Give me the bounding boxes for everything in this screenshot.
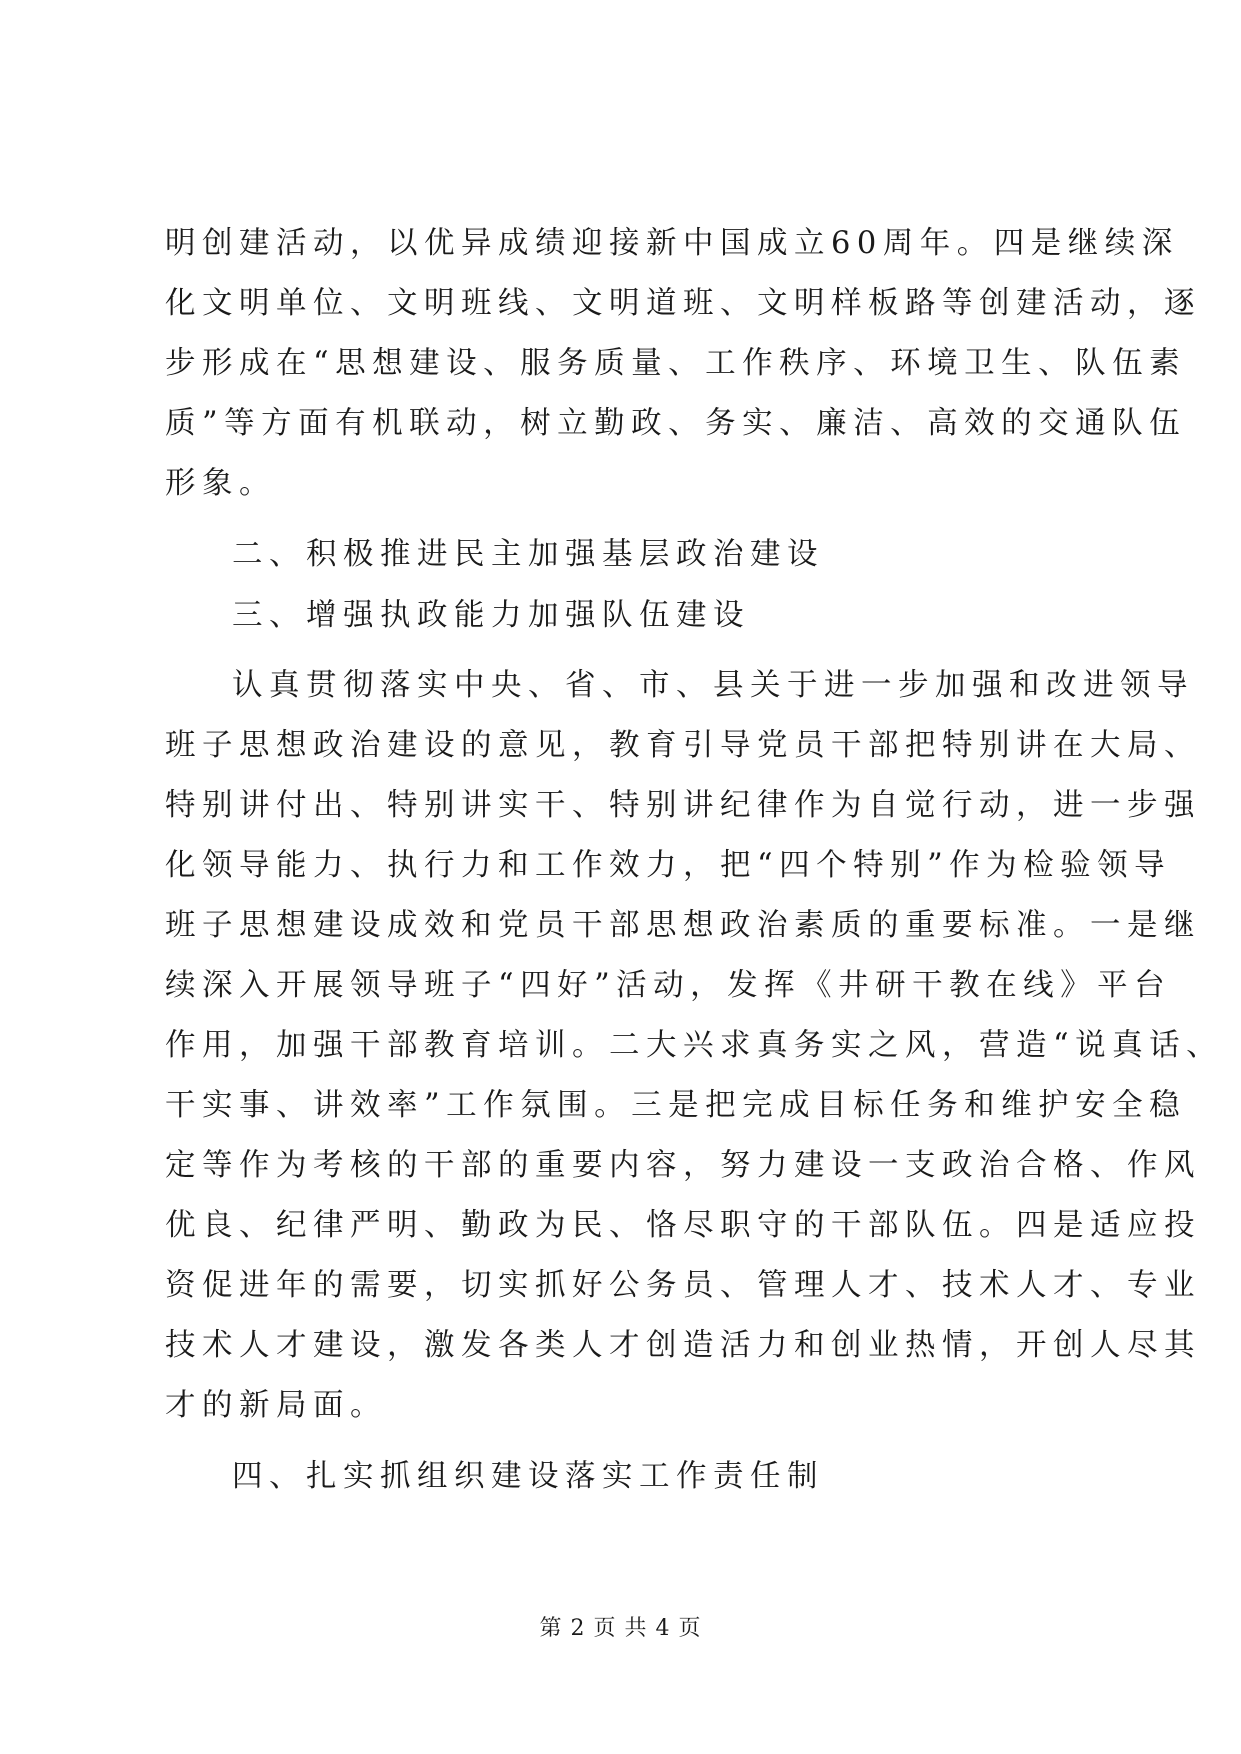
body-line: 化领导能力、执行力和工作效力，把“四个特别”作为检验领导 — [165, 848, 1172, 883]
section-heading: 三、增强执政能力加强队伍建设 — [232, 598, 750, 633]
body-line: 步形成在“思想建设、服务质量、工作秩序、环境卫生、队伍素 — [165, 346, 1187, 381]
body-line: 作用，加强干部教育培训。二大兴求真务实之风，营造“说真话、 — [165, 1028, 1224, 1063]
section-heading: 四、扎实抓组织建设落实工作责任制 — [232, 1459, 824, 1494]
body-line: 明创建活动，以优异成绩迎接新中国成立60周年。四是继续深 — [165, 226, 1179, 261]
body-line: 干实事、讲效率”工作氛围。三是把完成目标任务和维护安全稳 — [165, 1088, 1187, 1123]
body-line: 班子思想政治建设的意见，教育引导党员干部把特别讲在大局、 — [165, 728, 1201, 763]
body-line: 才的新局面。 — [165, 1388, 387, 1423]
body-line: 优良、纪律严明、勤政为民、恪尽职守的干部队伍。四是适应投 — [165, 1208, 1201, 1243]
body-line: 形象。 — [165, 466, 276, 501]
body-line: 资促进年的需要，切实抓好公务员、管理人才、技术人才、专业 — [165, 1268, 1201, 1303]
section-heading: 二、积极推进民主加强基层政治建设 — [232, 537, 824, 572]
body-line: 班子思想建设成效和党员干部思想政治素质的重要标准。一是继 — [165, 908, 1201, 943]
body-line: 技术人才建设，激发各类人才创造活力和创业热情，开创人尽其 — [165, 1328, 1201, 1363]
body-line: 质”等方面有机联动，树立勤政、务实、廉洁、高效的交通队伍 — [165, 406, 1187, 441]
body-line: 化文明单位、文明班线、文明道班、文明样板路等创建活动，逐 — [165, 286, 1201, 321]
page-number-footer: 第 2 页 共 4 页 — [539, 1616, 702, 1641]
body-line: 续深入开展领导班子“四好”活动，发挥《井研干教在线》平台 — [165, 968, 1172, 1003]
body-line: 特别讲付出、特别讲实干、特别讲纪律作为自觉行动，进一步强 — [165, 788, 1201, 823]
body-line: 认真贯彻落实中央、省、市、县关于进一步加强和改进领导 — [232, 668, 1194, 703]
body-line: 定等作为考核的干部的重要内容，努力建设一支政治合格、作风 — [165, 1148, 1201, 1183]
